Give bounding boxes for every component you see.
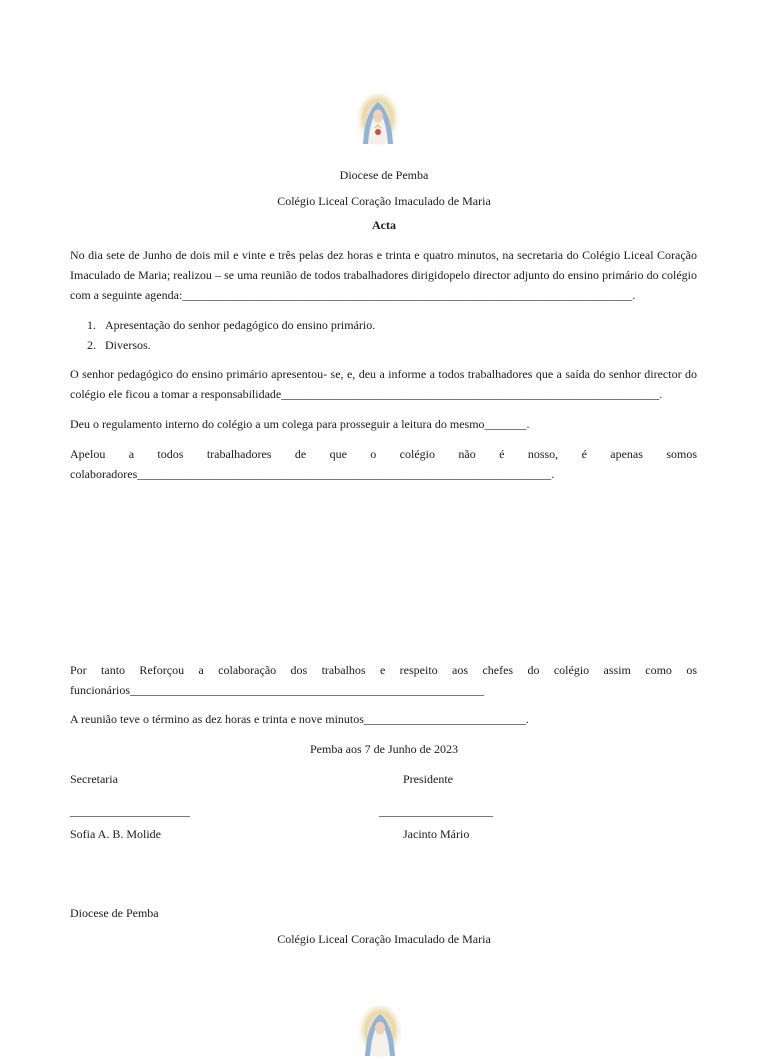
secretary-label: Secretaria bbox=[70, 772, 118, 786]
header-diocese: Diocese de Pemba bbox=[339, 168, 429, 182]
paragraph-regulation: Deu o regulamento interno do colégio a um colega para prosseguir a leitura do mesmo_______. bbox=[70, 417, 530, 431]
president-signature-line: ___________________ bbox=[379, 804, 493, 818]
paragraph-reinforce: Por tanto Reforçou a colaboração dos trabalhos e respeito aos chefes do colégio assim como os funcionários___________________________________________________________ bbox=[70, 663, 697, 697]
document-title: Acta bbox=[372, 218, 396, 232]
virgin-mary-logo-icon bbox=[357, 1004, 403, 1062]
next-page-diocese: Diocese de Pemba bbox=[70, 906, 159, 920]
paragraph-appeal: Apelou a todos trabalhadores de que o colégio não é nosso, é apenas somos colaboradores_____________________________________________________________________. bbox=[70, 447, 697, 481]
paragraph-pedagogue: O senhor pedagógico do ensino primário apresentou- se, e, deu a informe a todos trabalhadores que a saída do senhor director do colégio ele ficou a tomar a responsabilidade_______________________________________________________________. bbox=[70, 367, 697, 401]
paragraph-end-time: A reunião teve o término as dez horas e trinta e nove minutos___________________________. bbox=[70, 712, 529, 726]
agenda-item-text: Apresentação do senhor pedagógico do ensino primário. bbox=[105, 318, 376, 332]
place-date: Pemba aos 7 de Junho de 2023 bbox=[310, 742, 458, 756]
intro-paragraph: No dia sete de Junho de dois mil e vinte e três pelas dez horas e trinta e quatro minutos, na secretaria do Colégio Liceal Coração Imaculado de Maria; realizou – se uma reunião de todos trabalhadores dirigidopelo director adjunto do ensino primário do colégio com a seguinte agenda:___________________________________________________________________________. bbox=[70, 248, 697, 302]
secretary-name: Sofia A. B. Molide bbox=[70, 827, 162, 841]
secretary-signature-line: ____________________ bbox=[70, 804, 190, 818]
list-item bbox=[70, 335, 375, 355]
agenda-item-number: 2. bbox=[87, 338, 96, 352]
agenda-item-text: Diversos. bbox=[105, 338, 151, 352]
agenda-item-number: 1. bbox=[87, 318, 96, 332]
header-college: Colégio Liceal Coração Imaculado de Maria bbox=[277, 194, 491, 208]
next-page-college: Colégio Liceal Coração Imaculado de Maria bbox=[277, 932, 491, 946]
president-name: Jacinto Mário bbox=[403, 827, 470, 841]
virgin-mary-logo-icon bbox=[355, 92, 401, 150]
president-label: Presidente bbox=[403, 772, 453, 786]
agenda-list bbox=[70, 315, 375, 355]
list-item bbox=[70, 315, 375, 335]
